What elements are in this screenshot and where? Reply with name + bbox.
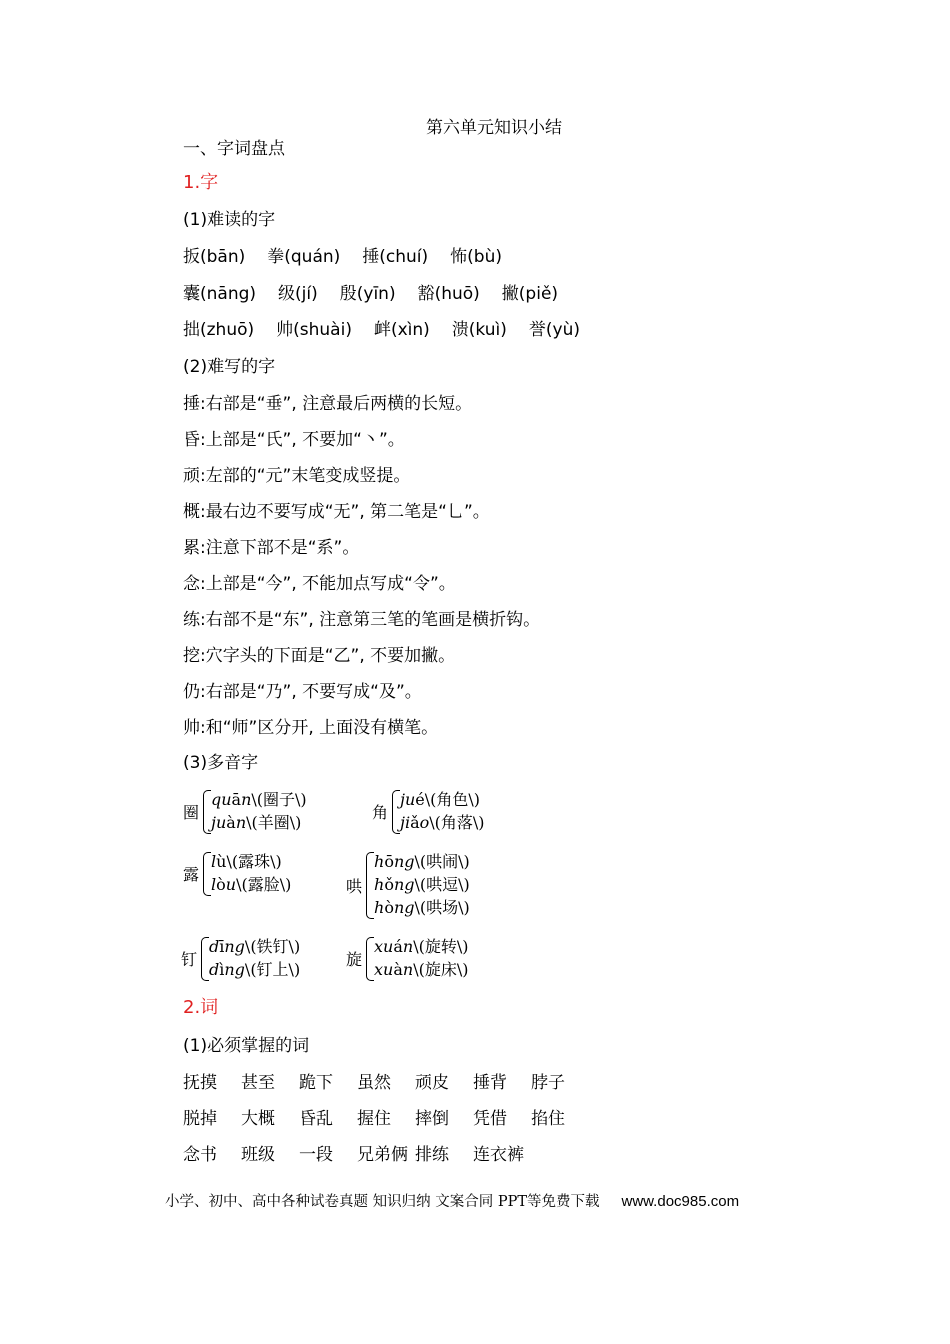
word-item: 捶背 (473, 1073, 507, 1093)
pinyin-tone: ǒ (384, 875, 394, 894)
pinyin-tone: ā (231, 790, 242, 809)
duoyin-word: \(旋转\) (413, 937, 469, 956)
duoyin-char: 圈 (183, 803, 200, 822)
nandu-char: 豁(huō) (417, 284, 480, 304)
duoyin-option (211, 873, 291, 896)
duoyin-option (374, 850, 470, 873)
pinyin-initial: xu (374, 960, 394, 979)
pinyin-final: u (225, 875, 237, 894)
pinyin-final: n (402, 937, 414, 956)
pinyin-initial: ji (400, 813, 411, 832)
word-item: 顽皮 (415, 1073, 449, 1093)
nanxie-rule: 概:最右边不要写成“无”, 第二笔是“乚”。 (183, 502, 490, 522)
heading-bixu: (1)必须掌握的词 (183, 1036, 310, 1056)
duoyin-brace (366, 852, 374, 919)
pinyin-final: ng (224, 937, 245, 956)
duoyin-word: \(哄逗\) (414, 875, 470, 894)
nanxie-rule: 顽:左部的“元”末笔变成竖提。 (183, 466, 411, 486)
nandu-char: 撇(piě) (501, 284, 559, 304)
pinyin-tone: ò (384, 898, 394, 917)
nandu-row (183, 282, 580, 306)
pinyin-tone: ì (219, 960, 225, 979)
duoyin-word: \(露珠\) (226, 852, 282, 871)
nanxie-rule: 仍:右部是“乃”, 不要写成“及”。 (183, 682, 422, 702)
duoyin-word: \(钉上\) (244, 960, 301, 979)
pinyin-initial: d (209, 937, 220, 956)
word-row (183, 1107, 589, 1131)
nandu-row (183, 245, 524, 269)
duoyin-word: \(角色\) (424, 790, 481, 809)
duoyin-word: \(哄场\) (414, 898, 470, 917)
section-heading-zici: 一、字词盘点 (183, 139, 285, 159)
duoyin-option (211, 850, 282, 873)
word-item: 摔倒 (415, 1109, 449, 1129)
pinyin-tone: ò (216, 875, 226, 894)
word-item: 抚摸 (183, 1073, 217, 1093)
duoyin-word: \(旋床\) (413, 960, 469, 979)
nanxie-rule: 挖:穴字头的下面是“乙”, 不要加撇。 (183, 646, 456, 666)
duoyin-option (209, 935, 300, 958)
pinyin-initial: ju (400, 790, 416, 809)
nandu-char: 怖(bù) (450, 247, 503, 267)
pinyin-tone: ō (384, 852, 394, 871)
word-item: 连衣裤 (473, 1145, 524, 1165)
pinyin-initial: l (211, 852, 217, 871)
footer-text: 小学、初中、高中各种试卷真题 知识归纳 文案合同 PPT等免费下载 (165, 1194, 600, 1210)
duoyin-option (374, 958, 468, 981)
duoyin-word: \(羊圈\) (246, 813, 302, 832)
nanxie-rule: 捶:右部是“垂”, 注意最后两横的长短。 (183, 394, 473, 414)
duoyin-option (400, 811, 485, 834)
duoyin-char: 哄 (346, 876, 363, 896)
pinyin-tone: ǎ (410, 813, 420, 832)
nandu-char: 拳(quán) (267, 247, 341, 267)
footer (165, 1190, 739, 1211)
word-item: 握住 (357, 1109, 391, 1129)
duoyin-option (211, 788, 307, 811)
heading-duoyin: (3)多音字 (183, 753, 259, 773)
page-title: 第六单元知识小结 (426, 118, 562, 138)
duoyin-brace (203, 790, 211, 834)
pinyin-final: n (241, 790, 252, 809)
duoyin-word: \(露脸\) (236, 875, 292, 894)
pinyin-final: n (402, 960, 414, 979)
word-item: 兄弟俩 (357, 1145, 408, 1165)
pinyin-initial: xu (374, 937, 394, 956)
nandu-char: 级(jí) (278, 284, 318, 304)
subsection-zi: 1.字 (183, 172, 219, 193)
word-item: 虽然 (357, 1073, 391, 1093)
pinyin-initial: d (209, 960, 220, 979)
pinyin-initial: l (211, 875, 217, 894)
nandu-char: 拙(zhuō) (183, 320, 255, 340)
duoyin-brace (201, 937, 209, 981)
nanxie-rule: 昏:上部是“氏”, 不要加“丶”。 (183, 430, 405, 450)
word-item: 脖子 (531, 1073, 565, 1093)
nandu-char: 帅(shuài) (276, 320, 352, 340)
nandu-char: 衅(xìn) (373, 320, 430, 340)
word-row (183, 1071, 589, 1095)
pinyin-tone: ù (216, 852, 227, 871)
word-item: 念书 (183, 1145, 217, 1165)
duoyin-option (374, 896, 470, 919)
word-item: 掐住 (531, 1109, 565, 1129)
pinyin-final: ng (393, 898, 415, 917)
pinyin-final: o (419, 813, 430, 832)
word-item: 凭借 (473, 1109, 507, 1129)
pinyin-tone: à (226, 813, 236, 832)
nanxie-rule: 累:注意下部不是“系”。 (183, 538, 360, 558)
pinyin-final: n (235, 813, 247, 832)
nandu-row (183, 318, 602, 342)
pinyin-final: ng (393, 852, 415, 871)
duoyin-char: 旋 (346, 950, 363, 969)
duoyin-option (400, 788, 480, 811)
duoyin-option (374, 935, 468, 958)
duoyin-word: \(哄闹\) (414, 852, 470, 871)
nandu-char: 溃(kuì) (451, 320, 507, 340)
word-item: 脱掉 (183, 1109, 217, 1129)
nanxie-rule: 帅:和“师”区分开, 上面没有横笔。 (183, 718, 439, 738)
word-item: 跪下 (299, 1073, 333, 1093)
pinyin-initial: h (374, 898, 385, 917)
word-item: 一段 (299, 1145, 333, 1165)
nanxie-rule: 练:右部不是“东”, 注意第三笔的笔画是横折钩。 (183, 610, 541, 630)
pinyin-initial: h (374, 852, 385, 871)
word-item: 排练 (415, 1145, 449, 1165)
duoyin-brace (203, 852, 211, 896)
nandu-char: 誉(yù) (528, 320, 580, 340)
word-row (183, 1143, 531, 1167)
pinyin-final: ng (393, 875, 415, 894)
duoyin-word: \(圈子\) (251, 790, 307, 809)
heading-nanxie: (2)难写的字 (183, 357, 276, 377)
pinyin-tone: à (393, 960, 403, 979)
nanxie-rule: 念:上部是“今”, 不能加点写成“令”。 (183, 574, 456, 594)
pinyin-tone: ī (219, 937, 225, 956)
pinyin-final: ng (224, 960, 245, 979)
subsection-ci: 2.词 (183, 997, 219, 1018)
duoyin-char: 露 (183, 865, 200, 884)
nandu-char: 囊(nāng) (183, 284, 257, 304)
word-item: 大概 (241, 1109, 275, 1129)
duoyin-option (209, 958, 300, 981)
duoyin-word: \(铁钉\) (244, 937, 301, 956)
nandu-char: 扳(bān) (183, 247, 246, 267)
nandu-char: 捶(chuí) (362, 247, 429, 267)
pinyin-tone: é (415, 790, 425, 809)
pinyin-initial: qu (211, 790, 232, 809)
duoyin-char: 钉 (181, 950, 198, 969)
pinyin-initial: h (374, 875, 385, 894)
duoyin-word: \(角落\) (429, 813, 485, 832)
duoyin-brace (366, 937, 374, 981)
duoyin-char: 角 (372, 803, 389, 822)
duoyin-brace (392, 790, 400, 834)
duoyin-option (211, 811, 301, 834)
word-item: 班级 (241, 1145, 275, 1165)
nandu-char: 殷(yīn) (339, 284, 396, 304)
word-item: 昏乱 (299, 1109, 333, 1129)
footer-url: www.doc985.com (621, 1193, 740, 1210)
heading-nandu: (1)难读的字 (183, 210, 276, 230)
pinyin-initial: ju (211, 813, 227, 832)
pinyin-tone: á (393, 937, 403, 956)
word-item: 甚至 (241, 1073, 275, 1093)
duoyin-option (374, 873, 470, 896)
